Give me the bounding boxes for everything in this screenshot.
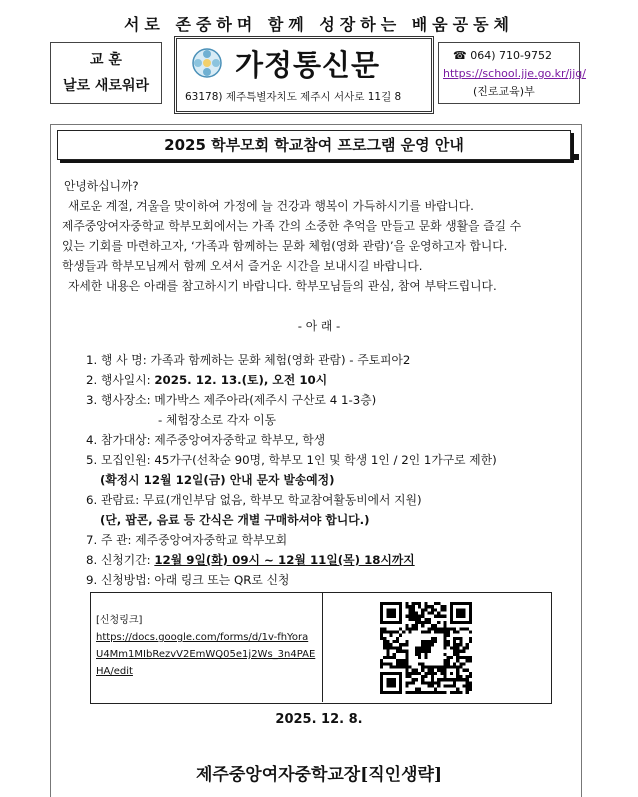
newsletter-title: 가정통신문 xyxy=(235,48,381,82)
principal-signature: 제주중앙여자중학교장[직인생략] xyxy=(196,765,442,785)
item-application-period xyxy=(86,550,415,570)
item-capacity-note: (확정시 12월 12일(금) 안내 문자 발송예정) xyxy=(100,473,335,487)
item-event-venue-note: - 체험장소로 각자 이동 xyxy=(158,413,277,427)
item-capacity: 5. 모집인원: 45가구(선착순 90명, 학부모 1인 및 학생 1인 / 2인 1가구로 제한) xyxy=(86,453,497,467)
school-logo-icon xyxy=(191,47,223,79)
item-organizer: 7. 주 관: 제주중앙여자중학교 학부모회 xyxy=(86,533,288,547)
motto-label: 교 훈 xyxy=(90,52,122,68)
item-event-datetime-value: 2025. 12. 13.(토), 오전 10시 xyxy=(154,373,328,387)
application-link-line-2[interactable]: U4Mm1MIbRezvV2EmWQ05e1j2Ws_3n4PAE xyxy=(96,649,316,660)
application-link-line-1[interactable]: https://docs.google.com/forms/d/1v-fhYora xyxy=(96,632,309,643)
item-event-venue: 3. 행사장소: 메가박스 제주아라(제주시 구산로 4 1-3층) xyxy=(86,393,377,407)
phone-number: ☎ 064) 710-9752 xyxy=(453,49,552,62)
intro-line-5: 자세한 내용은 아래를 참고하시기 바랍니다. 학부모님들의 관심, 참여 부탁드립니다. xyxy=(68,279,497,293)
item-application-period-value: 12월 9일(화) 09시 ~ 12월 11일(목) 18시까지 xyxy=(154,553,415,567)
item-event-datetime xyxy=(86,370,327,390)
application-box-divider xyxy=(322,592,323,702)
item-event-datetime-label: 2. 행사일시: xyxy=(86,373,155,387)
intro-line-2: 제주중앙여자중학교 학부모회에서는 가족 간의 소중한 추억을 만들고 문화 생활을 즐길 수 xyxy=(62,219,522,233)
application-link-line-3[interactable]: HA/edit xyxy=(96,666,133,677)
application-link-label: [신청링크] xyxy=(96,615,143,626)
below-heading: - 아 래 - xyxy=(297,319,341,333)
item-event-name: 1. 행 사 명: 가족과 함께하는 문화 체험(영화 관람) - 주토피아2 xyxy=(86,353,411,367)
qr-code[interactable] xyxy=(380,602,472,694)
item-fee-note: (단, 팝콘, 음료 등 간식은 개별 구매하셔야 합니다.) xyxy=(100,513,370,527)
newsletter-title-box xyxy=(174,36,434,114)
intro-line-1: 새로운 계절, 겨울을 맞이하여 가정에 늘 건강과 행복이 가득하시기를 바랍니다. xyxy=(68,199,474,213)
item-fee: 6. 관람료: 무료(개인부담 없음, 학부모 학교참여활동비에서 지원) xyxy=(86,493,422,507)
motto-text: 날로 새로워라 xyxy=(62,78,150,94)
application-link-block xyxy=(96,612,318,680)
intro-line-4: 학생들과 학부모님께서 함께 오셔서 즐거운 시간을 보내시길 바랍니다. xyxy=(62,259,423,273)
greeting: 안녕하십니까? xyxy=(64,179,139,193)
school-url-link[interactable]: https://school.jje.go.kr/jjg/ xyxy=(443,67,586,80)
school-motto: 서로 존중하며 함께 성장하는 배움공동체 xyxy=(123,15,515,34)
item-application-period-label: 8. 신청기간: xyxy=(86,553,155,567)
item-application-method: 9. 신청방법: 아래 링크 또는 QR로 신청 xyxy=(86,573,290,587)
item-participants: 4. 참가대상: 제주중앙여자중학교 학부모, 학생 xyxy=(86,433,326,447)
issue-date: 2025. 12. 8. xyxy=(275,712,363,727)
intro-line-3: 있는 기회를 마련하고자, ‘가족과 함께하는 문화 체험(영화 관람)’을 운영하고자 합니다. xyxy=(62,239,508,253)
school-motto-box xyxy=(50,42,162,104)
school-address: 63178) 제주특별자치도 제주시 서사로 11길 8 xyxy=(185,91,402,103)
notice-banner: 2025 학부모회 학교참여 프로그램 운영 안내 xyxy=(57,130,571,160)
department: (진로교육)부 xyxy=(473,85,535,98)
contact-box xyxy=(438,42,586,104)
banner-shadow-corner xyxy=(573,154,579,160)
